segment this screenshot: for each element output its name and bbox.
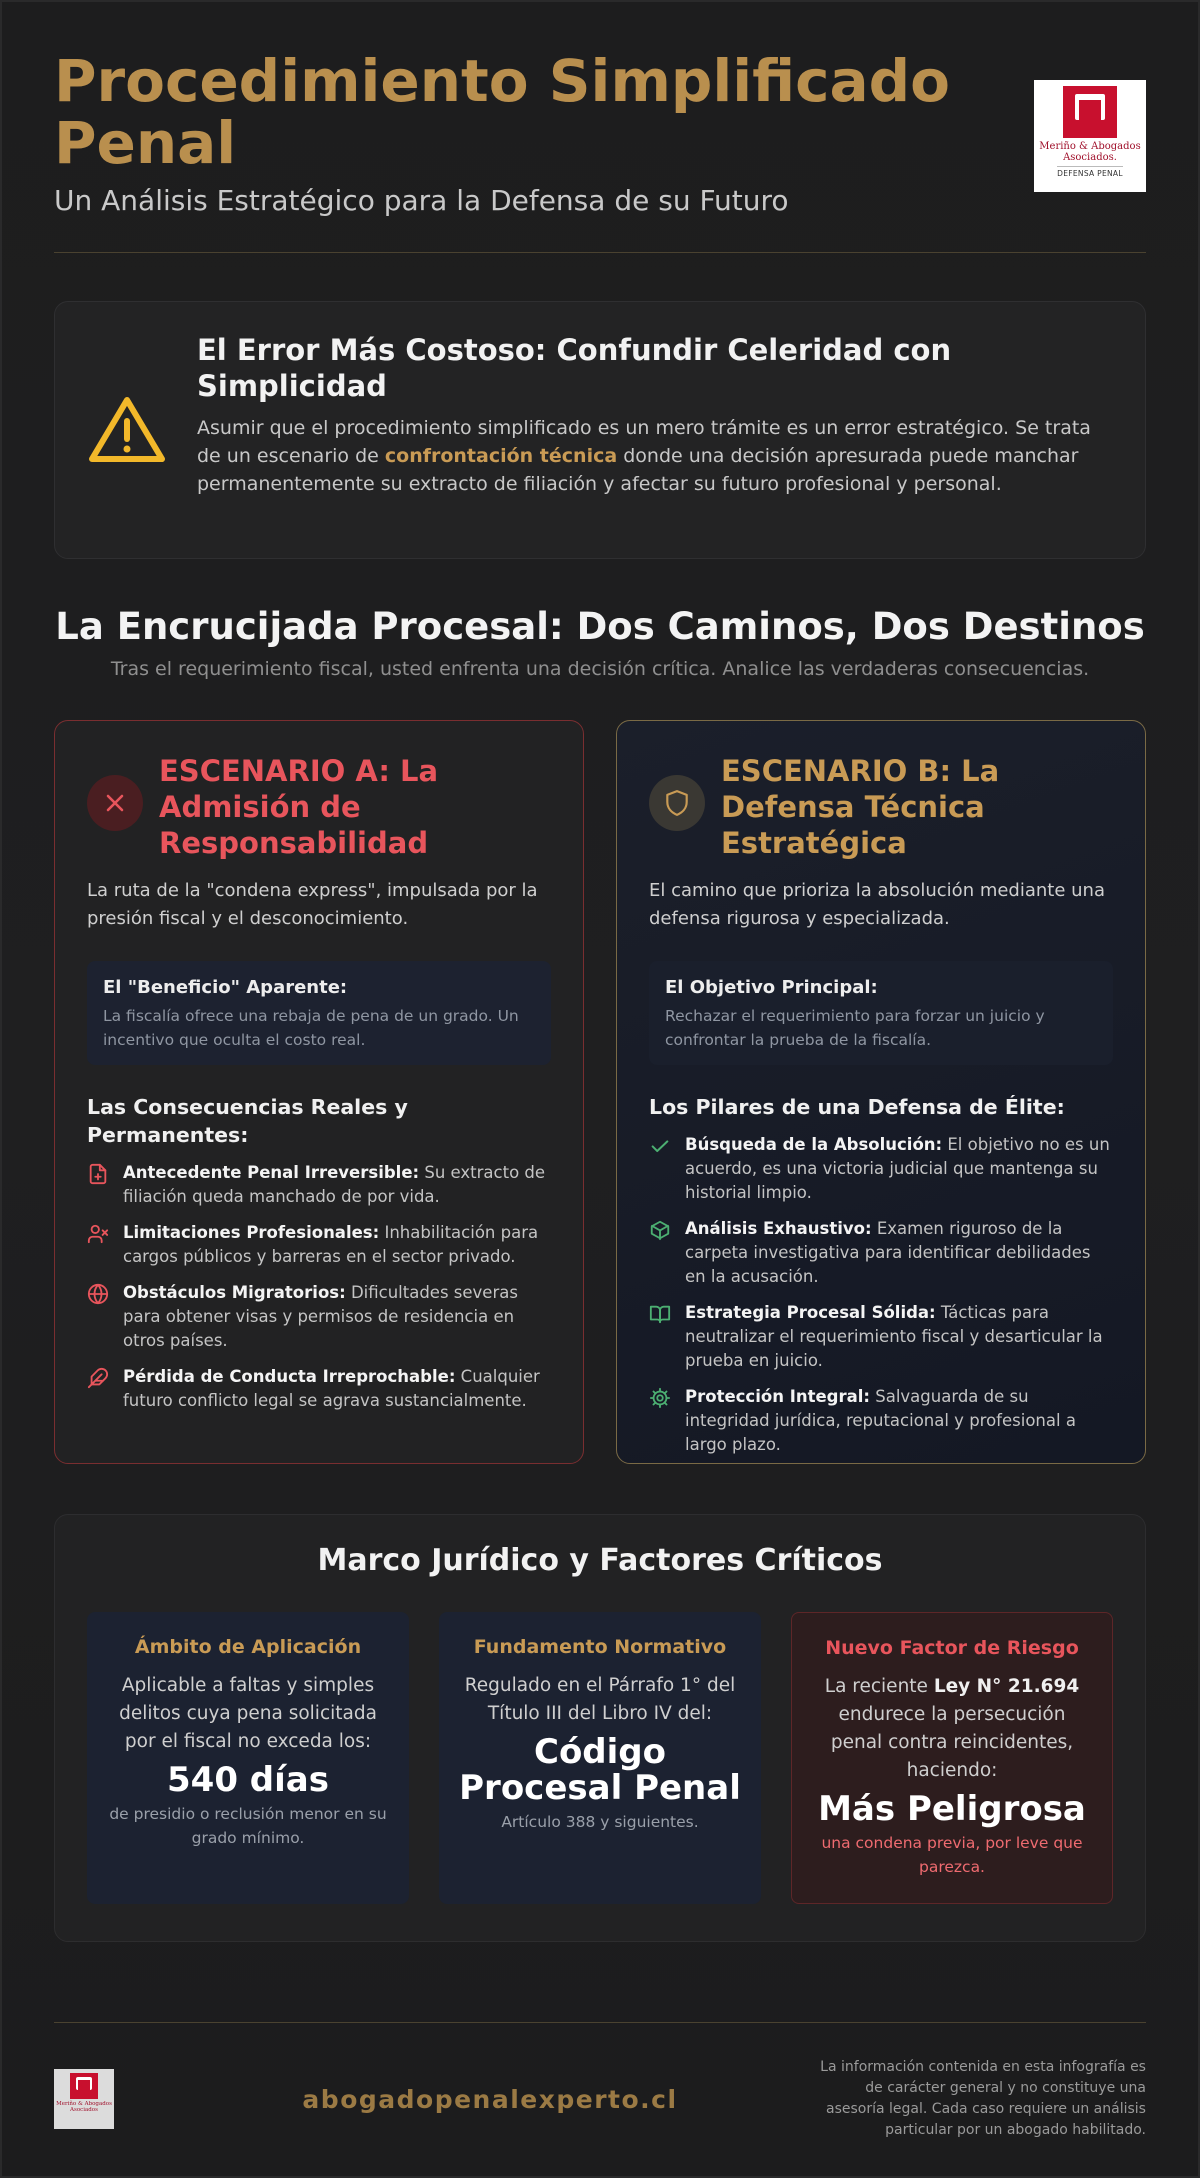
page-title: Procedimiento Simplificado Penal [54, 47, 951, 177]
list-item-label: Pérdida de Conducta Irreprochable: [123, 1367, 456, 1386]
logo-tagline: DEFENSA PENAL [1057, 166, 1123, 178]
risk-note: una condena previa, por leve que parezca. [821, 1834, 1083, 1876]
book-open-icon [649, 1301, 685, 1329]
crossroads-subtitle: Tras el requerimiento fiscal, usted enfrenta una decisión crítica. Analice las verdaderas consecuencias. [110, 658, 1090, 680]
header-divider [54, 252, 1146, 253]
norm-card [439, 1612, 761, 1904]
warning-content [197, 332, 1113, 528]
scenario-b-description: El camino que prioriza la absolución mediante una defensa rigurosa y especializada. [649, 880, 1105, 929]
scope-heading: Ámbito de Aplicación [134, 1636, 362, 1658]
cube-icon [649, 1217, 685, 1245]
list-item-label: Búsqueda de la Absolución: [685, 1135, 943, 1154]
risk-text [812, 1673, 1092, 1785]
scenario-a-title: ESCENARIO A: La Admisión de Responsabilidad [159, 754, 439, 860]
list-item-text [123, 1365, 551, 1413]
list-item-body: Tácticas para neutralizar el requerimiento fiscal y desarticular la prueba en juicio. [685, 1303, 1103, 1370]
list-item-body: Examen riguroso de la carpeta investigativa para identificar debilidades en la acusación. [685, 1219, 1091, 1286]
list-item [649, 1133, 1113, 1205]
list-item-label: Protección Integral: [685, 1387, 870, 1406]
warning-title: El Error Más Costoso: Confundir Celeridad con Simplicidad [197, 333, 952, 403]
list-item [87, 1221, 551, 1269]
firm-logo [1034, 80, 1146, 192]
scenario-a-box-text: La fiscalía ofrece una rebaja de pena de un grado. Un incentivo que oculta el costo real. [103, 1007, 519, 1049]
page-subtitle: Un Análisis Estratégico para la Defensa de su Futuro [54, 184, 789, 217]
list-item-body: El objetivo no es un acuerdo, es una victoria judicial que mantenga su historial limpio. [685, 1135, 1110, 1202]
risk-text-part: endurece la persecución penal contra reincidentes, haciendo: [830, 1704, 1074, 1781]
footer-logo-name: Meriño & Abogados Asociados [56, 2101, 112, 2113]
list-item-text [685, 1217, 1113, 1289]
list-item-text [123, 1281, 551, 1353]
scenario-a-list [87, 1161, 551, 1413]
warning-triangle-icon [87, 332, 167, 528]
scenario-a-list-title: Las Consecuencias Reales y Permanentes: [87, 1095, 408, 1147]
scenarios [54, 720, 1146, 1464]
list-item-label: Antecedente Penal Irreversible: [123, 1163, 420, 1182]
crossroads-title: La Encrucijada Procesal: Dos Caminos, Dos Destinos [55, 605, 1145, 648]
list-item-body: Inhabilitación para cargos públicos y barreras en el sector privado. [123, 1223, 539, 1266]
risk-text-part: La reciente [824, 1676, 934, 1697]
scenario-b-list-title: Los Pilares de una Defensa de Élite: [649, 1095, 1065, 1119]
scenario-a-benefit-box [87, 961, 551, 1065]
warning-text-part: donde una decisión apresurada puede manchar permanentemente su extracto de filiación y afectar su futuro profesional y personal. [197, 445, 1079, 495]
scenario-b-card [616, 720, 1146, 1464]
list-item-text [123, 1221, 551, 1269]
list-item [87, 1365, 551, 1413]
scenario-a-description: La ruta de la "condena express", impulsada por la presión fiscal y el desconocimiento. [87, 880, 538, 929]
list-item-label: Limitaciones Profesionales: [123, 1223, 380, 1242]
footer-divider [54, 2022, 1146, 2023]
header [54, 2, 1146, 252]
feather-icon [87, 1365, 123, 1393]
scope-text: Aplicable a faltas y simples delitos cuya pena solicitada por el fiscal no exceda los: [119, 1675, 377, 1752]
gear-icon [649, 1385, 685, 1413]
globe-icon [87, 1281, 123, 1309]
scenario-a-header [87, 753, 551, 861]
footer-logo-mark-icon [70, 2073, 98, 2099]
legal-cards [87, 1612, 1113, 1904]
file-plus-icon [87, 1161, 123, 1189]
scenario-b-list [649, 1133, 1113, 1457]
user-x-icon [87, 1221, 123, 1249]
norm-value: Código Procesal Penal [459, 1732, 741, 1808]
footer [54, 2057, 1146, 2141]
scenario-b-box-text: Rechazar el requerimiento para forzar un juicio y confrontar la prueba de la fiscalía. [665, 1007, 1045, 1049]
logo-firm-name: Meriño & Abogados Asociados. [1039, 141, 1141, 163]
warning-card [54, 301, 1146, 559]
list-item-text [685, 1133, 1113, 1205]
list-item-text [685, 1301, 1113, 1373]
norm-heading: Fundamento Normativo [473, 1636, 727, 1658]
list-item [87, 1281, 551, 1353]
list-item [649, 1385, 1113, 1457]
warning-highlight: confrontación técnica [384, 445, 618, 467]
scenario-b-objective-box [649, 961, 1113, 1065]
legal-framework [54, 1514, 1146, 1942]
warning-text-part: Asumir que el procedimiento simplificado es un mero trámite es un error estratégico. Se trata de un escenario de [197, 417, 1091, 467]
norm-text: Regulado en el Párrafo 1° del Título III del Libro IV del: [464, 1675, 736, 1724]
list-item [649, 1301, 1113, 1373]
list-item-body: Dificultades severas para obtener visas y permisos de residencia en otros países. [123, 1283, 518, 1350]
scope-value: 540 días [167, 1760, 329, 1800]
scenario-b-title: ESCENARIO B: La Defensa Técnica Estratégica [721, 754, 1000, 860]
norm-note: Artículo 388 y siguientes. [501, 1813, 699, 1831]
scope-note: de presidio o reclusión menor en su grado mínimo. [109, 1805, 387, 1847]
risk-heading: Nuevo Factor de Riesgo [825, 1637, 1079, 1659]
list-item-body: Salvaguarda de su integridad jurídica, reputacional y profesional a largo plazo. [685, 1387, 1076, 1454]
list-item-body: Cualquier futuro conflicto legal se agrava sustancialmente. [123, 1367, 540, 1410]
scenario-b-header [649, 753, 1113, 861]
list-item-label: Estrategia Procesal Sólida: [685, 1303, 936, 1322]
list-item [649, 1217, 1113, 1289]
warning-text [197, 414, 1113, 498]
risk-card [791, 1612, 1113, 1904]
disclaimer: La información contenida en esta infografía es de carácter general y no constituye una asesoría legal. Cada caso requiere un análisis particular por un abogado habilitado. [820, 2059, 1146, 2138]
logo-mark-icon [1063, 86, 1117, 138]
close-x-icon [87, 775, 143, 831]
list-item-body: Su extracto de filiación queda manchado de por vida. [123, 1163, 546, 1206]
scenario-a-card [54, 720, 584, 1464]
website-link[interactable]: abogadopenalexperto.cl [302, 2084, 678, 2114]
scenario-b-box-title: El Objetivo Principal: [665, 977, 878, 998]
list-item-label: Obstáculos Migratorios: [123, 1283, 346, 1302]
check-icon [649, 1133, 685, 1161]
list-item-text [123, 1161, 551, 1209]
shield-icon [649, 775, 705, 831]
risk-law: Ley N° 21.694 [933, 1676, 1080, 1697]
list-item-text [685, 1385, 1113, 1457]
risk-value: Más Peligrosa [818, 1789, 1086, 1829]
scope-card [87, 1612, 409, 1904]
scenario-a-box-title: El "Beneficio" Aparente: [103, 977, 348, 998]
list-item [87, 1161, 551, 1209]
legal-title: Marco Jurídico y Factores Críticos [317, 1543, 883, 1578]
footer-logo [54, 2069, 114, 2129]
list-item-label: Análisis Exhaustivo: [685, 1219, 872, 1238]
